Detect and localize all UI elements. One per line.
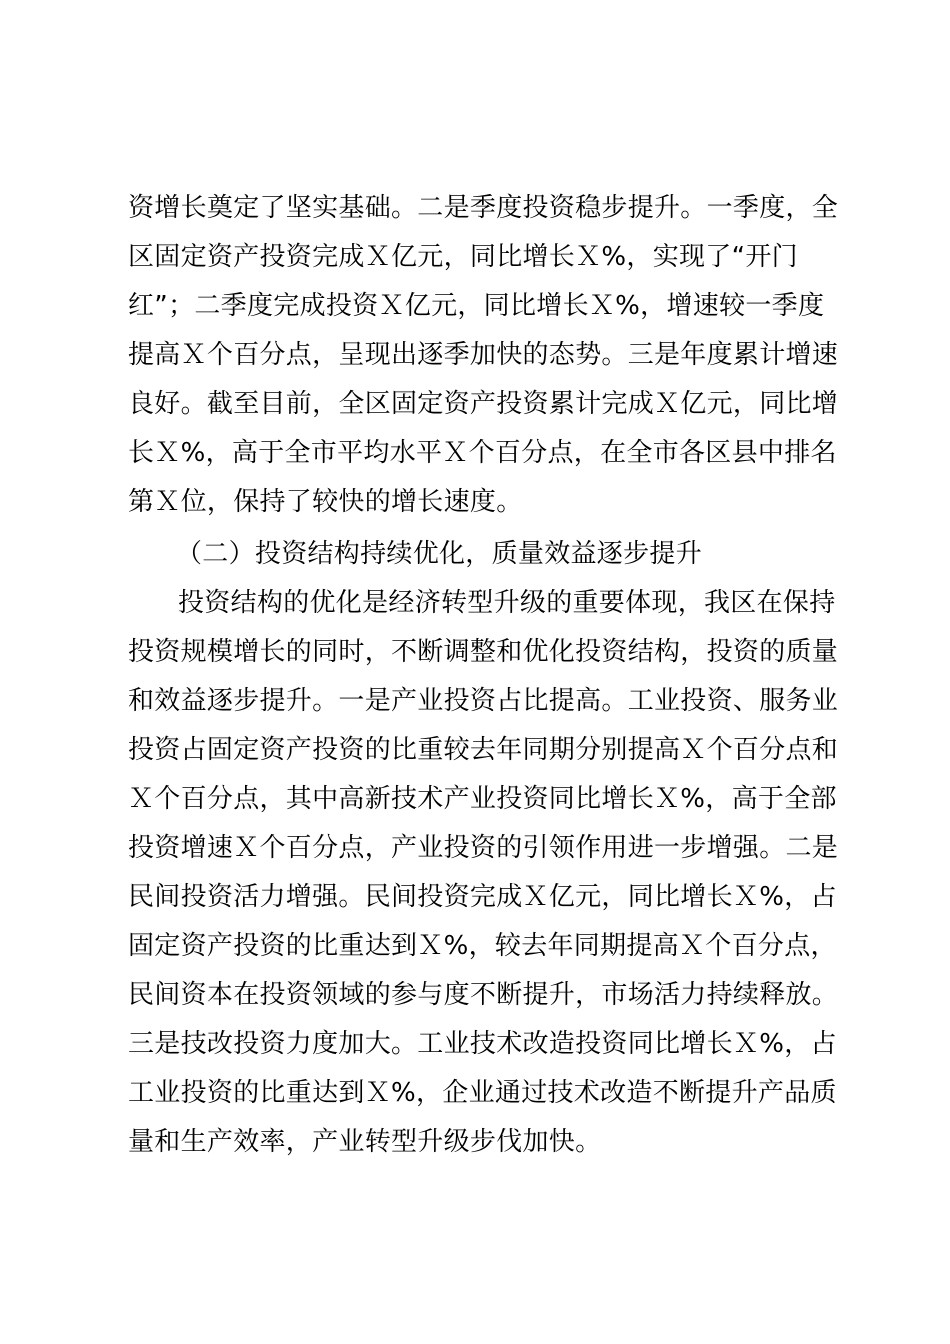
text-line: 工业投资的比重达到Ｘ%，企业通过技术改造不断提升产品质: [128, 1078, 837, 1108]
text-line: 和效益逐步提升。一是产业投资占比提高。工业投资、服务业: [128, 686, 839, 716]
text-line: 投资规模增长的同时，不断调整和优化投资结构，投资的质量: [128, 637, 839, 667]
text-line: 长Ｘ%，高于全市平均水平Ｘ个百分点，在全市各区县中排名: [128, 438, 837, 468]
text-line: 提高Ｘ个百分点，呈现出逐季加快的态势。三是年度累计增速: [128, 340, 839, 370]
text-line: 投资增速Ｘ个百分点，产业投资的引领作用进一步增强。二是: [128, 833, 839, 863]
text-line: 三是技改投资力度加大。工业技术改造投资同比增长Ｘ%，占: [128, 1029, 837, 1059]
text-line: 良好。截至目前，全区固定资产投资累计完成Ｘ亿元，同比增: [128, 389, 839, 419]
text-line: 投资占固定资产投资的比重较去年同期分别提高Ｘ个百分点和: [128, 735, 839, 765]
text-line: 量和生产效率，产业转型升级步伐加快。: [128, 1127, 602, 1157]
section-heading: （二）投资结构持续优化，质量效益逐步提升: [176, 539, 703, 569]
text-line: 投资结构的优化是经济转型升级的重要体现，我区在保持: [178, 588, 836, 618]
text-line: 区固定资产投资完成Ｘ亿元，同比增长Ｘ%，实现了“开门: [128, 242, 798, 272]
text-line: 固定资产投资的比重达到Ｘ%，较去年同期提高Ｘ个百分点，: [128, 931, 837, 961]
text-line: 红”；二季度完成投资Ｘ亿元，同比增长Ｘ%，增速较一季度: [128, 291, 825, 321]
text-line: 资增长奠定了坚实基础。二是季度投资稳步提升。一季度，全: [128, 193, 839, 223]
text-line: 民间资本在投资领域的参与度不断提升，市场活力持续释放。: [128, 980, 839, 1010]
text-line: 民间投资活力增强。民间投资完成Ｘ亿元，同比增长Ｘ%，占: [128, 882, 837, 912]
text-line: Ｘ个百分点，其中高新技术产业投资同比增长Ｘ%，高于全部: [128, 784, 837, 814]
text-line: 第Ｘ位，保持了较快的增长速度。: [128, 487, 523, 517]
